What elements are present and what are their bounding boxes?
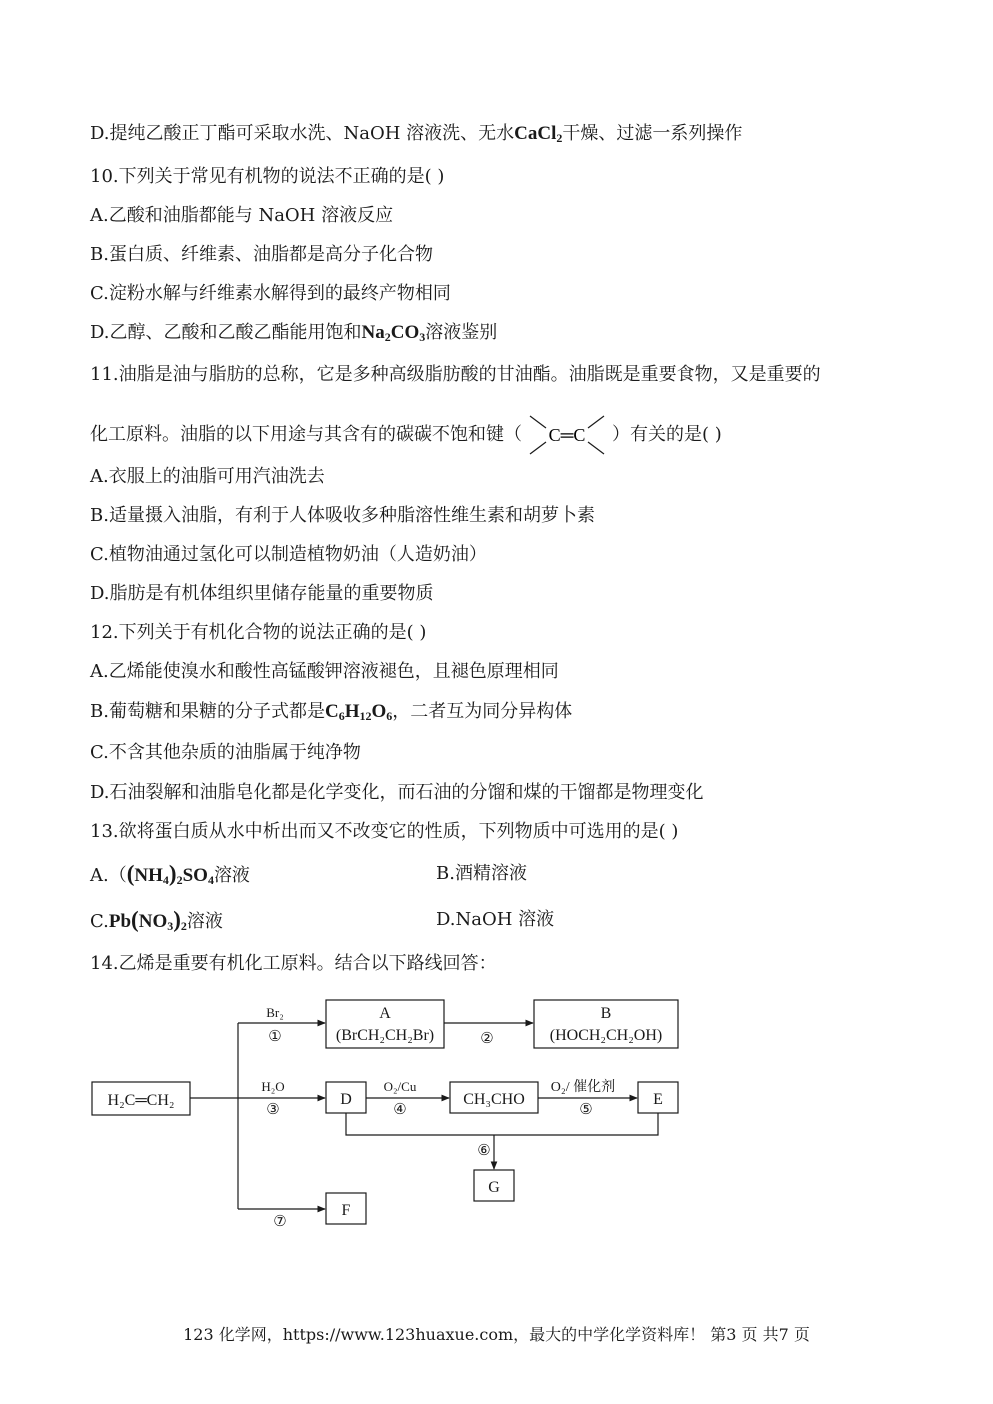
q12-option-b-suffix: ，二者互为同分异构体 — [392, 701, 573, 722]
ammonium-sulfate-formula: $(NH_4)_2SO_4$ — [126, 861, 214, 887]
q10-stem: 10.下列关于常见有机物的说法不正确的是( ) — [90, 166, 445, 187]
q10-option-b: B.蛋白质、纤维素、油脂都是高分子化合物 — [90, 244, 433, 265]
reaction-scheme — [90, 995, 690, 1230]
cacl2-formula: CaCl$_2$ — [514, 123, 563, 145]
step-5-label: ⑤ — [579, 1102, 593, 1118]
double-bond-structure — [524, 412, 610, 458]
box-b-label: B — [600, 1005, 612, 1022]
cc-label: C═C — [548, 425, 586, 445]
c6h12o6-formula: $C_6H_{12}O_6$ — [324, 701, 393, 723]
q9-option-d-prefix: D.提纯乙酸正丁酯可采取水洗、NaOH 溶液洗、无水 — [90, 123, 515, 144]
q13-stem: 13.欲将蛋白质从水中析出而又不改变它的性质，下列物质中可选用的是( ) — [90, 821, 679, 842]
box-ch3cho-label: CH₃CHO — [463, 1091, 525, 1108]
q12-option-b-prefix: B.葡萄糖和果糖的分子式都是 — [90, 701, 325, 722]
q12-option-c: C.不含其他杂质的油脂属于纯净物 — [90, 742, 361, 763]
q11-stem-line2 — [90, 412, 722, 458]
step-1-label: ① — [268, 1029, 282, 1045]
box-f-label: F — [341, 1202, 351, 1219]
q10-option-d-suffix: 溶液鉴别 — [425, 322, 498, 343]
step-6-label: ⑥ — [477, 1143, 491, 1159]
q11-option-d: D.脂肪是有机体组织里储存能量的重要物质 — [90, 583, 434, 604]
step-4-label: ④ — [393, 1102, 407, 1118]
q10-option-c: C.淀粉水解与纤维素水解得到的最终产物相同 — [90, 283, 451, 304]
q11-stem-prefix: 化工原料。油脂的以下用途与其含有的碳碳不饱和键（ — [90, 424, 522, 445]
q13-option-c-prefix: C. — [90, 911, 109, 932]
reagent-1: Br₂ — [266, 1005, 284, 1020]
q11-stem-line1: 11.油脂是油与脂肪的总称，它是多种高级脂肪酸的甘油酯。油脂既是重要食物，又是重要的 — [90, 364, 821, 385]
q13-option-b: B.酒精溶液 — [436, 863, 527, 884]
step-3-label: ③ — [266, 1102, 280, 1118]
page-footer: 123 化学网，https://www.123huaxue.com，最大的中学化学资料库！ 第3 页 共7 页 — [183, 1325, 810, 1344]
box-a-formula: (BrCH₂CH₂Br) — [335, 1027, 435, 1044]
q13-option-d: D.NaOH 溶液 — [436, 909, 555, 930]
na2co3-formula: $Na_2CO_3$ — [361, 322, 426, 344]
step-7-label: ⑦ — [273, 1214, 287, 1230]
reagent-3: H₂O — [261, 1079, 285, 1094]
q13-option-a-prefix: A.（ — [90, 865, 127, 886]
q10-option-a: A.乙酸和油脂都能与 NaOH 溶液反应 — [90, 205, 394, 226]
q13-option-a — [90, 861, 250, 893]
q11-option-b: B.适量摄入油脂，有利于人体吸收多种脂溶性维生素和胡萝卜素 — [90, 505, 595, 526]
box-e-label: E — [653, 1091, 663, 1108]
q10-option-d-prefix: D.乙醇、乙酸和乙酸乙酯能用饱和 — [90, 322, 362, 343]
reagent-4: O₂/Cu — [383, 1079, 417, 1094]
q9-option-d-suffix: 干燥、过滤一系列操作 — [562, 123, 743, 144]
q11-option-c: C.植物油通过氢化可以制造植物奶油（人造奶油） — [90, 544, 487, 565]
q9-option-d — [90, 121, 742, 151]
q10-option-d — [90, 320, 497, 350]
step-2-label: ② — [480, 1031, 494, 1047]
q11-stem-suffix: ）有关的是( ) — [612, 424, 722, 445]
ethylene-formula: H₂C═CH₂ — [107, 1092, 175, 1109]
q13-option-c-suffix: 溶液 — [186, 911, 223, 932]
q12-option-d: D.石油裂解和油脂皂化都是化学变化，而石油的分馏和煤的干馏都是物理变化 — [90, 782, 704, 803]
q13-option-a-suffix: 溶液 — [213, 865, 250, 886]
box-g-label: G — [488, 1179, 500, 1196]
box-a-label: A — [379, 1005, 391, 1022]
q12-option-b — [90, 699, 572, 729]
box-b-formula: (HOCH₂CH₂OH) — [549, 1027, 663, 1044]
reagent-5: O₂/ 催化剂 — [550, 1080, 616, 1095]
q14-stem: 14.乙烯是重要有机化工原料。结合以下路线回答： — [90, 953, 497, 974]
q11-option-a: A.衣服上的油脂可用汽油洗去 — [90, 466, 325, 487]
q13-option-c — [90, 907, 223, 939]
q12-option-a: A.乙烯能使溴水和酸性高锰酸钾溶液褪色，且褪色原理相同 — [90, 661, 559, 682]
lead-nitrate-formula: $Pb(NO_3)_2$ — [108, 907, 187, 933]
box-d-label: D — [340, 1091, 352, 1108]
q12-stem: 12.下列关于有机化合物的说法正确的是( ) — [90, 622, 427, 643]
